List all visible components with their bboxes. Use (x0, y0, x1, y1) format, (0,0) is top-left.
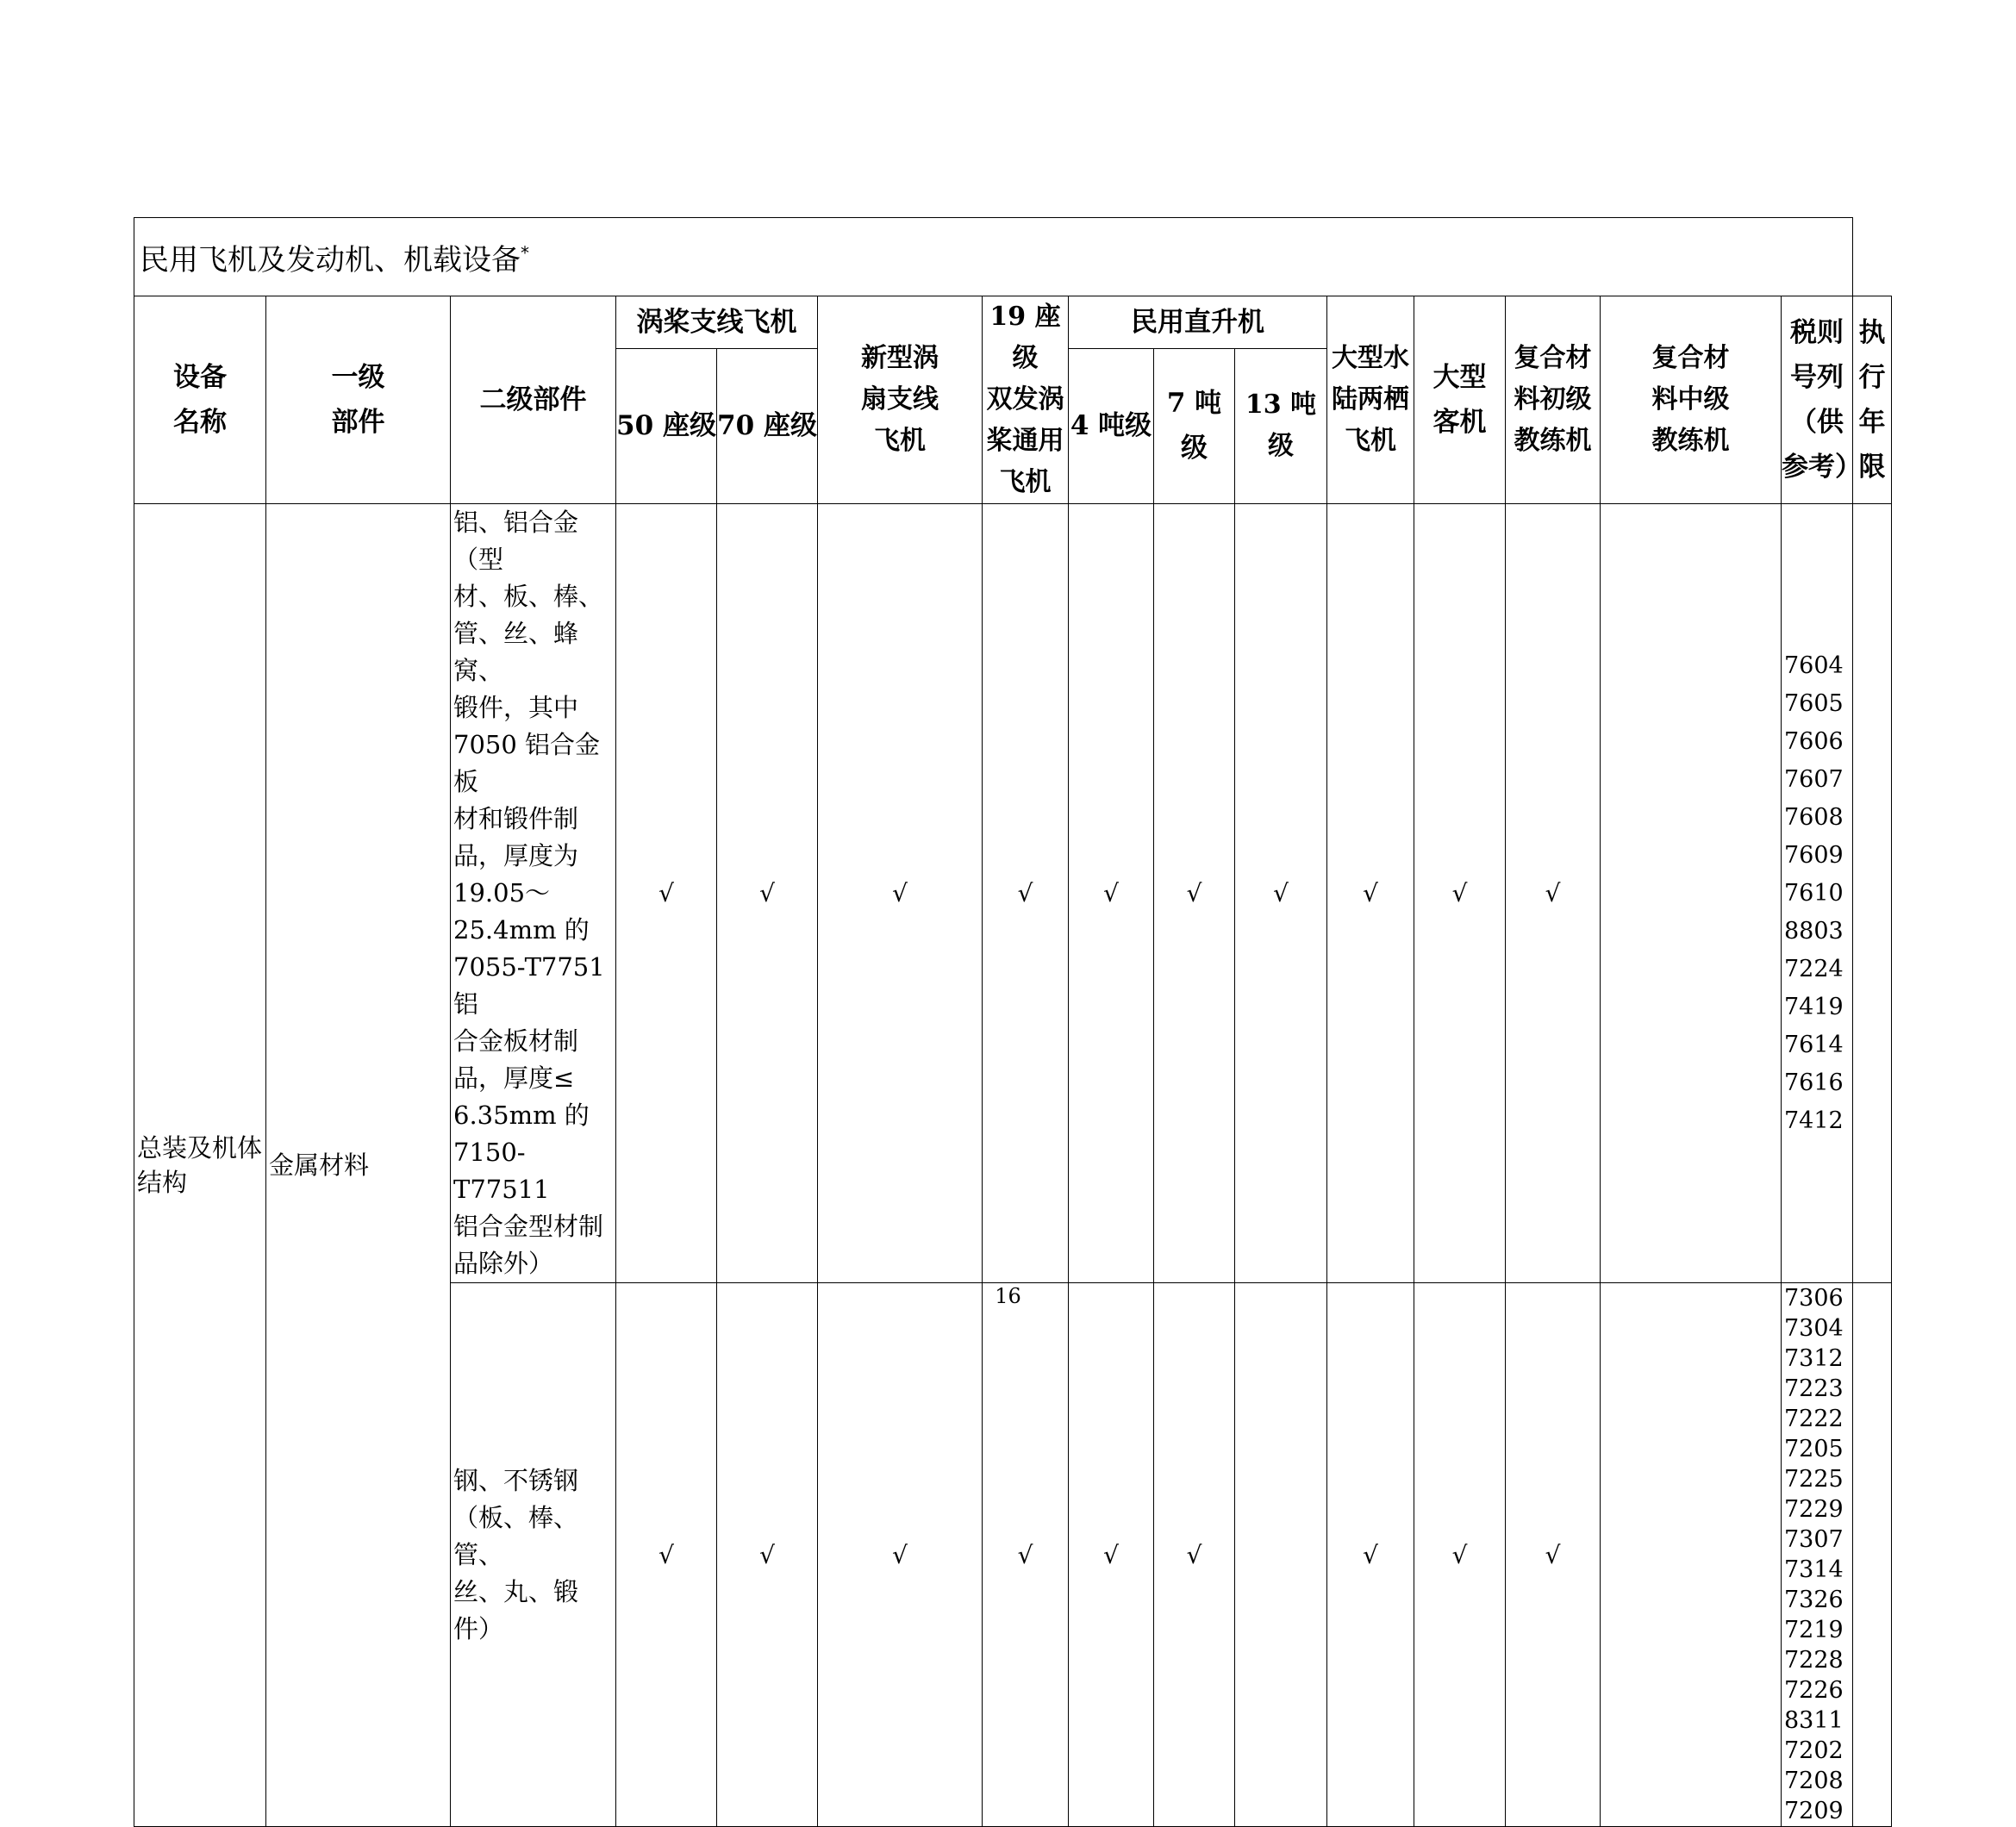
aluminum-mark-composite-primary: √ (1506, 504, 1601, 1283)
header-composite-intermediate: 复合材 料中级 教练机 (1601, 296, 1782, 504)
level1-part-cell: 金属材料 (266, 504, 451, 1827)
aluminum-mark-turbofan: √ (818, 504, 983, 1283)
page-number: 16 (995, 1284, 1021, 1308)
header-turboprop-regional: 涡桨支线飞机 (616, 296, 818, 349)
steel-mark-composite-intermediate (1601, 1283, 1782, 1827)
steel-mark-7-ton: √ (1154, 1283, 1235, 1827)
header-level1: 一级 部件 (266, 296, 451, 504)
aluminum-mark-composite-intermediate (1601, 504, 1782, 1283)
header-70-seat: 70 座级 (717, 348, 818, 503)
header-50-seat: 50 座级 (616, 348, 717, 503)
equipment-table (134, 217, 1892, 1827)
steel-mark-amphibian: √ (1327, 1283, 1414, 1827)
title-mark: * (521, 242, 529, 264)
aluminum-part-cell: 铝、铝合金（型 材、板、棒、 管、丝、蜂窝、 锻件，其中 7050 铝合金板 材和锻件制 品，厚度为 19.05～ 25.4mm 的 7055-T7751 铝 合金板材制 品，厚度≤ 6.35mm 的 7150-T77511 铝合金型材制 品除外） (451, 504, 616, 1283)
equipment-name-cell: 总装及机体结构 (134, 504, 266, 1827)
header-helicopter: 民用直升机 (1069, 296, 1327, 349)
header-level2: 二级部件 (451, 296, 616, 504)
steel-mark-4-ton: √ (1069, 1283, 1154, 1827)
steel-tariff-cell: 7306 7304 7312 7223 7222 7205 7225 7229 7307 7314 7326 7219 7228 7226 8311 7202 7208 7209 (1782, 1283, 1853, 1827)
header-period: 执行 年限 (1853, 296, 1892, 504)
aluminum-mark-19-seat: √ (983, 504, 1069, 1283)
header-turbofan-regional: 新型涡 扇支线 飞机 (818, 296, 983, 504)
aluminum-mark-70-seat: √ (717, 504, 818, 1283)
aluminum-period-cell (1853, 504, 1892, 1283)
header-4-ton: 4 吨级 (1069, 348, 1154, 503)
aluminum-mark-50-seat: √ (616, 504, 717, 1283)
header-7-ton: 7 吨级 (1154, 348, 1235, 503)
header-amphibian: 大型水 陆两栖 飞机 (1327, 296, 1414, 504)
aluminum-tariff-cell: 7604 7605 7606 7607 7608 7609 7610 8803 7224 7419 7614 7616 7412 (1782, 504, 1853, 1283)
aluminum-mark-7-ton: √ (1154, 504, 1235, 1283)
table-title: 民用飞机及发动机、机载设备* (134, 218, 1853, 296)
steel-mark-airliner: √ (1414, 1283, 1506, 1827)
header-airliner: 大型 客机 (1414, 296, 1506, 504)
header-19-seat: 19 座级 双发涡 桨通用 飞机 (983, 296, 1069, 504)
header-13-ton: 13 吨 级 (1235, 348, 1327, 503)
aluminum-mark-4-ton: √ (1069, 504, 1154, 1283)
steel-period-cell (1853, 1283, 1892, 1827)
aluminum-mark-13-ton: √ (1235, 504, 1327, 1283)
aluminum-mark-airliner: √ (1414, 504, 1506, 1283)
steel-mark-composite-primary: √ (1506, 1283, 1601, 1827)
aluminum-mark-amphibian: √ (1327, 504, 1414, 1283)
steel-mark-50-seat: √ (616, 1283, 717, 1827)
header-tariff: 税则号列 （供参考） (1782, 296, 1853, 504)
header-composite-primary: 复合材 料初级 教练机 (1506, 296, 1601, 504)
steel-mark-70-seat: √ (717, 1283, 818, 1827)
steel-mark-13-ton (1235, 1283, 1327, 1827)
steel-mark-turbofan: √ (818, 1283, 983, 1827)
steel-mark-19-seat: √ (983, 1283, 1069, 1827)
steel-part-cell: 钢、不锈钢 （板、棒、管、 丝、丸、锻件） (451, 1283, 616, 1827)
header-equipment-name: 设备 名称 (134, 296, 266, 504)
